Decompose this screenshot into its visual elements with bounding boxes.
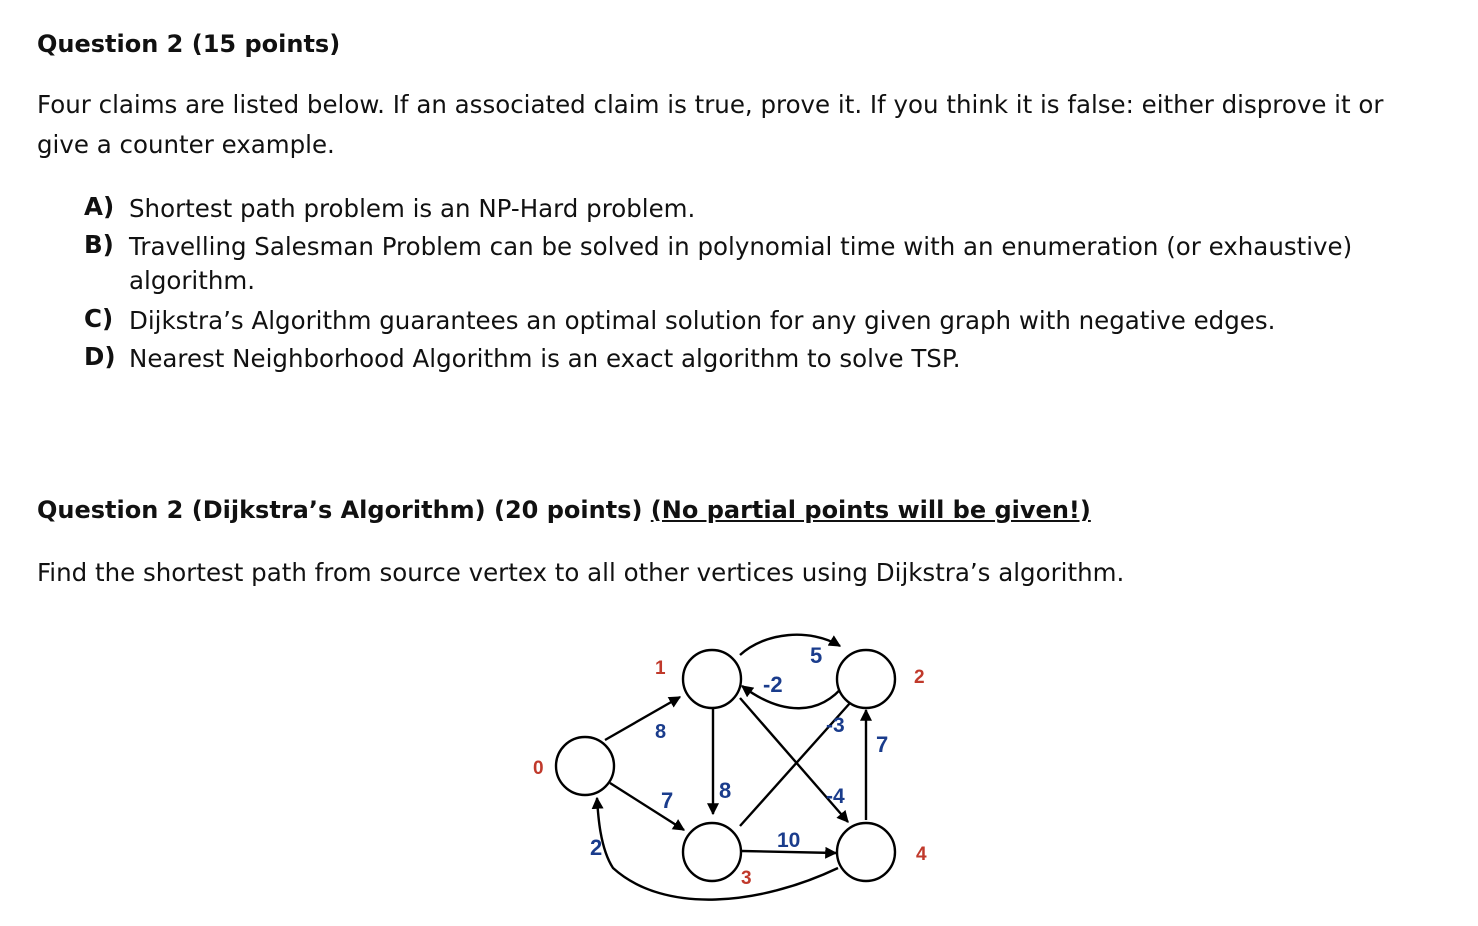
node-c [683, 823, 741, 881]
question-2-title-row [37, 496, 1091, 524]
question-2-title: Question 2 (Dijkstra’s Algorithm) (20 points) [37, 496, 643, 524]
node-a [683, 650, 741, 708]
weight-s-a: 8 [655, 721, 667, 743]
claim-a-text: Shortest path problem is an NP-Hard problem. [129, 194, 696, 223]
node-d-label: 4 [916, 844, 927, 865]
question-2-note: (No partial points will be given!) [650, 496, 1091, 524]
claim-b [84, 230, 1352, 304]
node-b-label: 2 [914, 667, 925, 688]
question-2-instruction: Find the shortest path from source vertex to all other vertices using Dijkstra’s algorithm. [37, 558, 1125, 587]
node-c-label: 3 [741, 868, 752, 889]
weight-a-d: -4 [826, 785, 845, 808]
question-1-intro-line-1: Four claims are listed below. If an associated claim is true, prove it. If you think it is false: either disprove it or [37, 90, 1384, 119]
question-1-intro-line-2: give a counter example. [37, 130, 335, 159]
claim-d-label: D) [84, 342, 116, 371]
dijkstra-graph [505, 615, 955, 915]
weight-s-c: 7 [661, 788, 674, 813]
claims-list [84, 192, 1352, 380]
weight-d-s: 2 [590, 835, 603, 860]
claim-c-label: C) [84, 304, 114, 333]
weight-b-c: -3 [826, 714, 845, 737]
weight-b-a-curve: -2 [763, 672, 783, 697]
claim-c [84, 304, 1352, 342]
claim-d-text: Nearest Neighborhood Algorithm is an exact algorithm to solve TSP. [129, 344, 961, 373]
weight-c-d: 10 [777, 829, 801, 852]
edge-s-to-a [605, 697, 680, 740]
edge-b-to-a-curve [742, 684, 845, 708]
claim-b-label: B) [84, 230, 114, 259]
node-s-label: 0 [533, 758, 544, 779]
claim-b-text-line-2: algorithm. [129, 266, 256, 295]
node-b [837, 650, 895, 708]
node-s [556, 737, 614, 795]
weight-a-c: 8 [719, 778, 732, 803]
claim-b-text-line-1: Travelling Salesman Problem can be solved in polynomial time with an enumeration (or exhaustive) [129, 232, 1353, 261]
weight-d-b: 7 [876, 732, 889, 757]
edge-a-to-b-top [740, 635, 840, 655]
claim-a [84, 192, 1352, 230]
node-a-label: 1 [655, 658, 666, 679]
claim-a-label: A) [84, 192, 115, 221]
claim-c-text: Dijkstra’s Algorithm guarantees an optimal solution for any given graph with negative edges. [129, 306, 1276, 335]
claim-d [84, 342, 1352, 380]
node-d [837, 823, 895, 881]
question-1-title: Question 2 (15 points) [37, 30, 341, 58]
weight-a-b-top: 5 [810, 643, 823, 668]
